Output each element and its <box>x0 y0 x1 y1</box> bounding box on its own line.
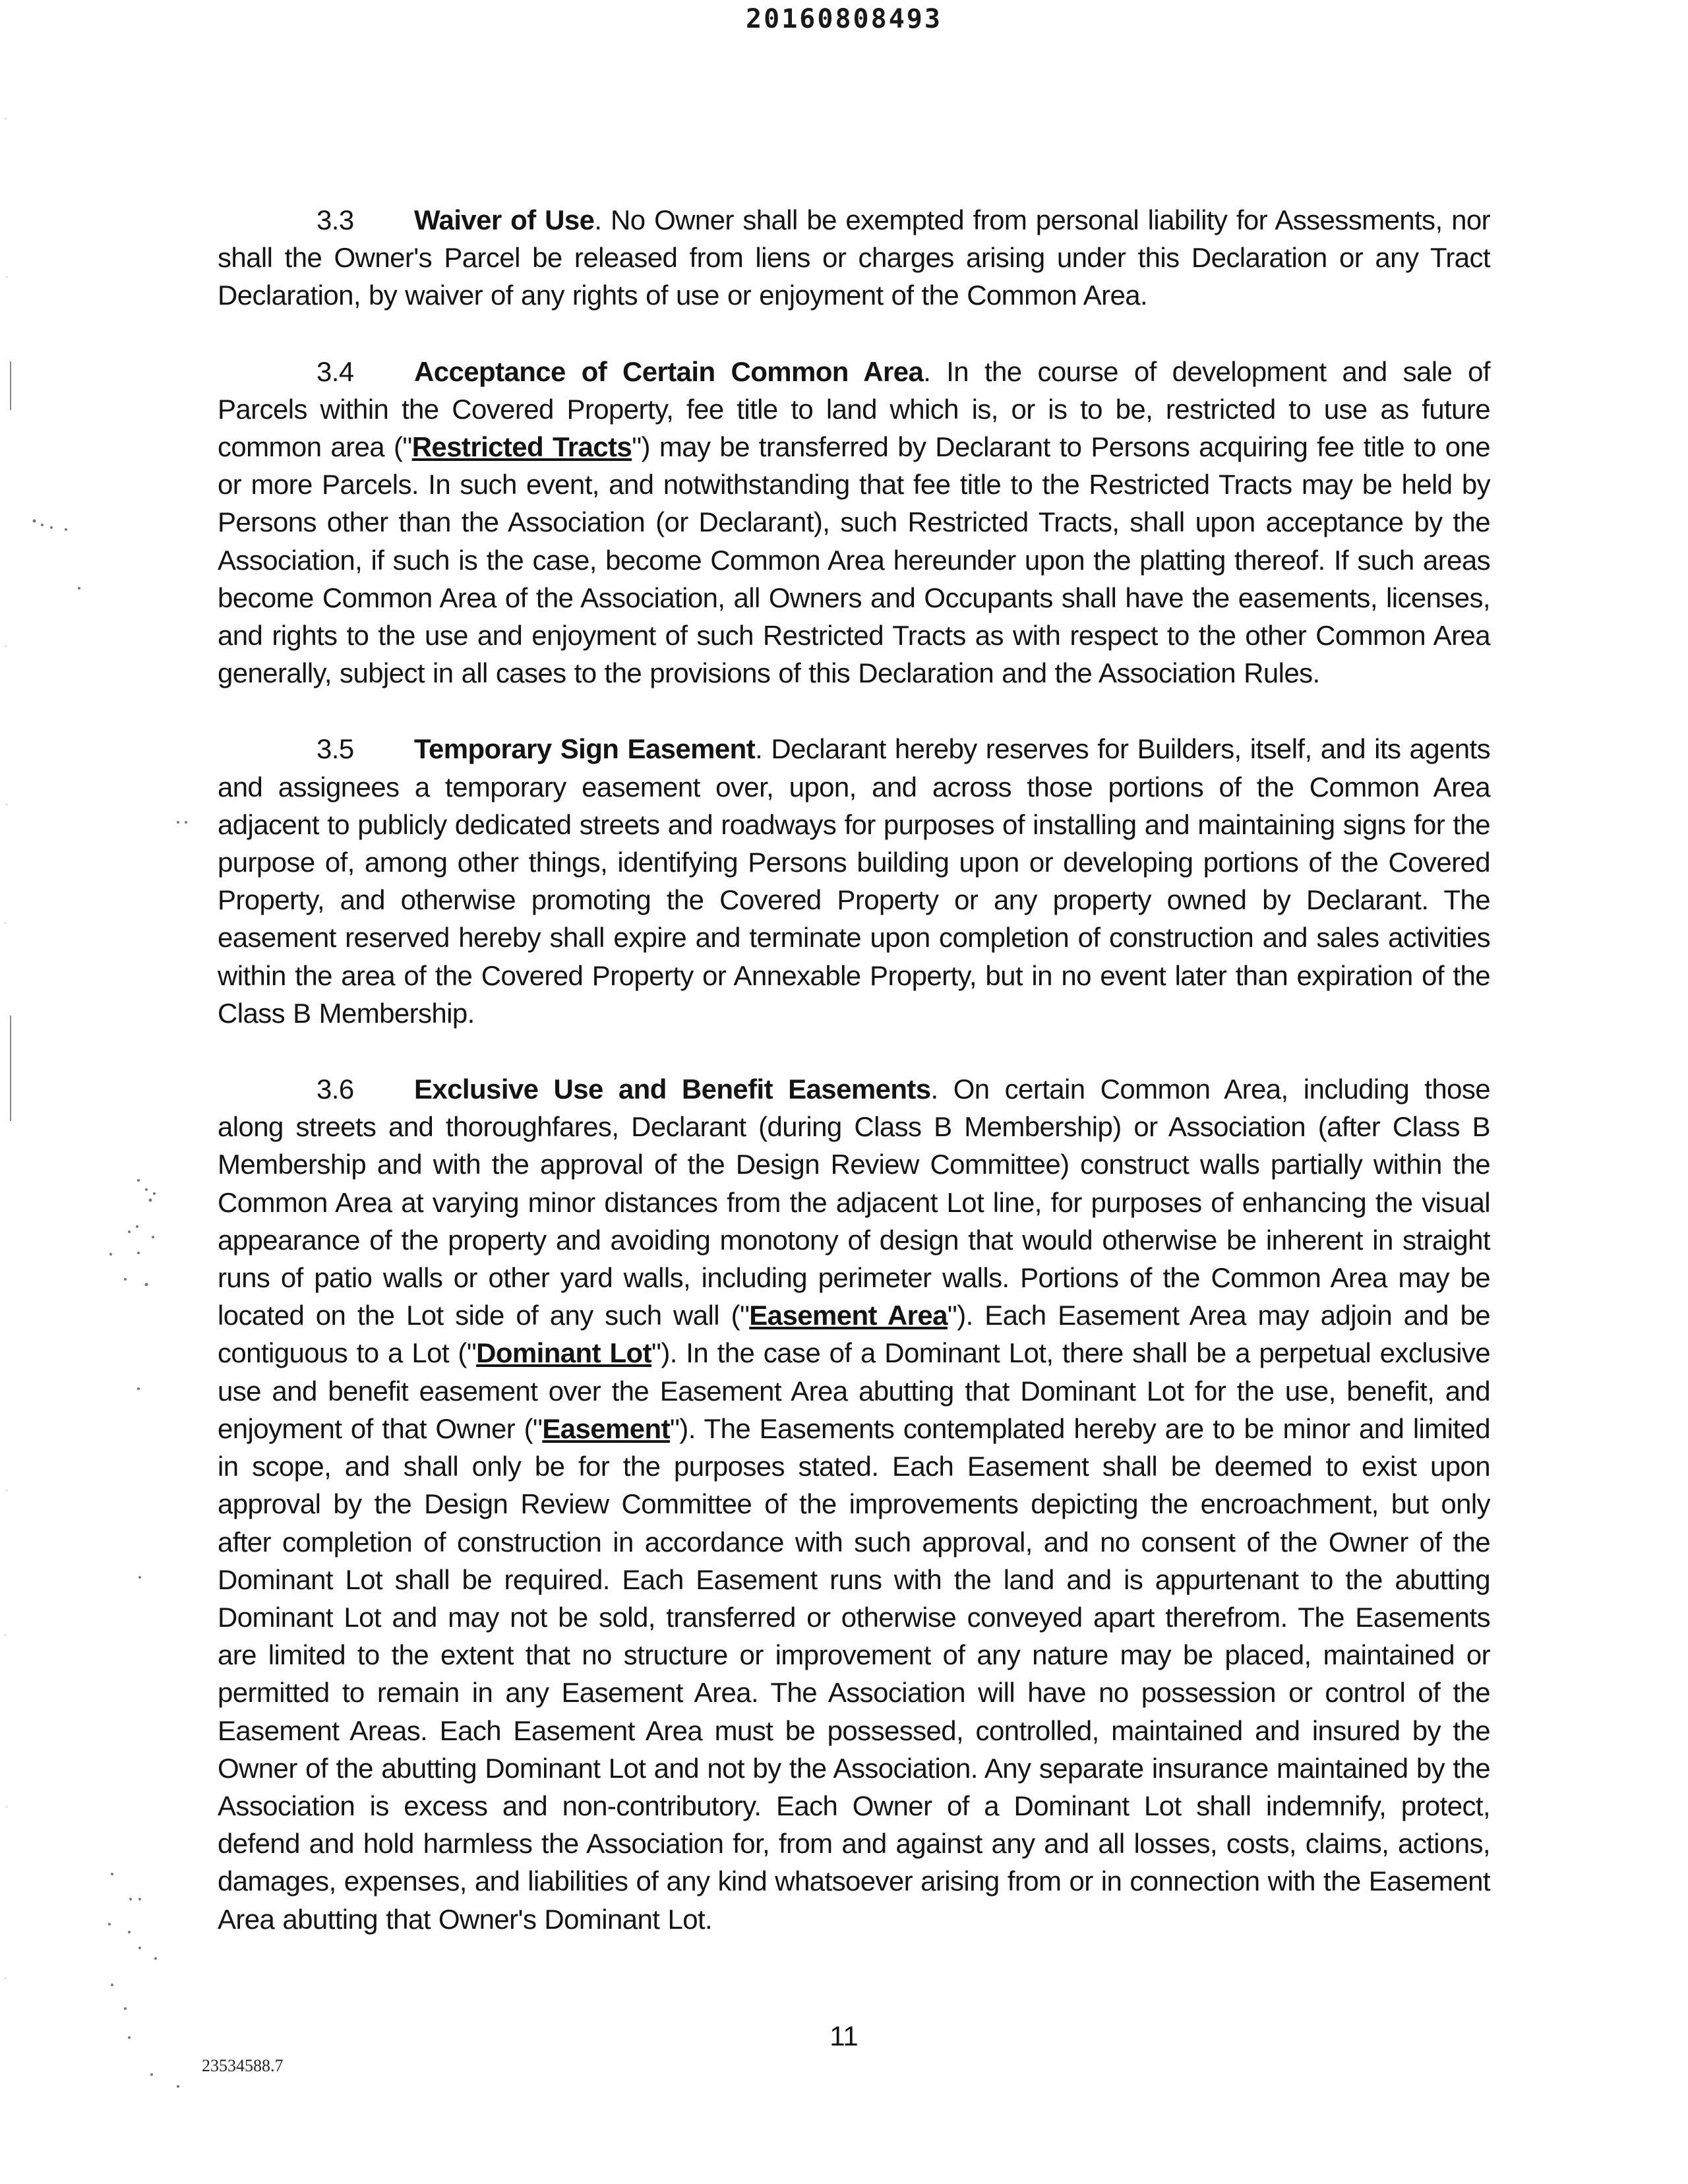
section-heading: Waiver of Use <box>414 204 595 235</box>
section-heading: Temporary Sign Easement <box>414 733 756 765</box>
section-number: 3.4 <box>316 355 354 387</box>
defined-term: Restricted Tracts <box>411 431 632 463</box>
document-id: 23534588.7 <box>202 2056 284 2075</box>
section-text: On certain Common Area, including those along streets and thoroughfares, Declarant (during Class B Membership) or Association (after Class B Membership and with the approval of the Design Review Committee) construct walls partially within the Common Area at varying minor distances from the adjacent Lot line, for purposes of enhancing the visual appearance of the property and avoiding monotony of design that would otherwise be inherent in straight runs of patio walls or other yard walls, including perimeter walls. Portions of the Common Area may be located on the Lot side of any such wall (" <box>218 1074 1490 1331</box>
section-paragraph: 3.4 Acceptance of Certain Common Area. In the course of development and sale of Parcels within the Covered Property, fee title to land which is, or is to be, restricted to use as future common area ("Restricted Tracts") may be transferred by Declarant to Persons acquiring fee title to one or more Parcels. In such event, and notwithstanding that fee title to the Restricted Tracts may be held by Persons other than the Association (or Declarant), such Restricted Tracts, shall upon acceptance by the Association, if such is the case, become Common Area hereunder upon the platting thereof. If such areas become Common Area of the Association, all Owners and Occupants shall have the easements, licenses, and rights to the use and enjoyment of such Restricted Tracts as with respect to the other Common Area generally, subject in all cases to the provisions of this Declaration and the Association Rules. <box>218 353 1490 692</box>
section-paragraph: 3.6 Exclusive Use and Benefit Easements. On certain Common Area, including those along streets and thoroughfares, Declarant (during Class B Membership) or Association (after Class B Membership and with the approval of the Design Review Committee) construct walls partially within the Common Area at varying minor distances from the adjacent Lot line, for purposes of enhancing the visual appearance of the property and avoiding monotony of design that would otherwise be inherent in straight runs of patio walls or other yard walls, including perimeter walls. Portions of the Common Area may be located on the Lot side of any such wall ("Easement Area"). Each Easement Area may adjoin and be contiguous to a Lot ("Dominant Lot"). In the case of a Dominant Lot, there shall be a perpetual exclusive use and benefit easement over the Easement Area abutting that Dominant Lot for the use, benefit, and enjoyment of that Owner ("Easement"). The Easements contemplated hereby are to be minor and limited in scope, and shall only be for the purposes stated. Each Easement shall be deemed to exist upon approval by the Design Review Committee of the improvements depicting the encroachment, but only after completion of construction in accordance with such approval, and no consent of the Owner of the Dominant Lot shall be required. Each Easement runs with the land and is appurtenant to the abutting Dominant Lot and may not be sold, transferred or otherwise conveyed apart therefrom. The Easements are limited to the extent that no structure or improvement of any nature may be placed, maintained or permitted to remain in any Easement Area. The Association will have no possession or control of the Easement Areas. Each Easement Area must be possessed, controlled, maintained and insured by the Owner of the abutting Dominant Lot and not by the Association. Any separate insurance maintained by the Association is excess and non-contributory. Each Owner of a Dominant Lot shall indemnify, protect, defend and hold harmless the Association for, from and against any and all losses, costs, claims, actions, damages, expenses, and liabilities of any kind whatsoever arising from or in connection with the Easement Area abutting that Owner's Dominant Lot. <box>218 1070 1490 1938</box>
defined-term: Easement <box>542 1412 670 1444</box>
section-number: 3.6 <box>316 1074 354 1105</box>
section-3-6 <box>218 1070 1490 1938</box>
section-text: "). In the case of a Dominant Lot, there shall be a perpetual exclusive use and benefit easement over the Easement Area abutting that Dominant Lot for the use, benefit, and enjoyment of that Owner (" <box>218 1337 1491 1444</box>
page-number: 11 <box>829 2020 859 2051</box>
scan-noise-marks <box>0 0 211 2184</box>
section-text: ") may be transferred by Declarant to Persons acquiring fee title to one or more Parcels. In such event, and notwithstanding that fee title to the Restricted Tracts may be held by Persons other than the Association (or Declarant), such Restricted Tracts, shall upon acceptance by the Association, if such is the case, become Common Area hereunder upon the platting thereof. If such areas become Common Area of the Association, all Owners and Occupants shall have the easements, licenses, and rights to the use and enjoyment of such Restricted Tracts as with respect to the other Common Area generally, subject in all cases to the provisions of this Declaration and the Association Rules. <box>218 431 1490 689</box>
defined-term: Dominant Lot <box>476 1337 652 1369</box>
section-text: In the course of development and sale of Parcels within the Covered Property, fee title to land which is, or is to be, restricted to use as future common area (" <box>218 355 1490 463</box>
document-body <box>218 201 1490 1976</box>
section-text: Declarant hereby reserves for Builders, itself, and its agents and assignees a temporary easement over, upon, and across those portions of the Common Area adjacent to publicly dedicated streets and roadways for purposes of installing and maintaining signs for the purpose of, among other things, identifying Persons building upon or developing portions of the Covered Property, and otherwise promoting the Covered Property or any property owned by Declarant. The easement reserved hereby shall expire and terminate upon completion of construction and sales activities within the area of the Covered Property or Annexable Property, but in no event later than expiration of the Class B Membership. <box>218 733 1490 1029</box>
section-3-4 <box>218 353 1490 692</box>
section-3-5 <box>218 730 1490 1032</box>
defined-term: Easement Area <box>749 1300 948 1331</box>
section-number: 3.5 <box>316 733 354 765</box>
section-3-3 <box>218 201 1490 315</box>
section-heading: Exclusive Use and Benefit Easements <box>414 1074 931 1105</box>
section-text: No Owner shall be exempted from personal liability for Assessments, nor shall the Owner's Parcel be released from liens or charges arising under this Declaration or any Tract Declaration, by waiver of any rights of use or enjoyment of the Common Area. <box>218 204 1490 311</box>
section-text: "). Each Easement Area may adjoin and be contiguous to a Lot (" <box>218 1300 1490 1369</box>
section-text: "). The Easements contemplated hereby are to be minor and limited in scope, and shall only be for the purposes stated. Each Easement shall be deemed to exist upon approval by the Design Review Committee of the improvements depicting the encroachment, but only after completion of construction in accordance with such approval, and no consent of the Owner of the Dominant Lot shall be required. Each Easement runs with the land and is appurtenant to the abutting Dominant Lot and may not be sold, transferred or otherwise conveyed apart therefrom. The Easements are limited to the extent that no structure or improvement of any nature may be placed, maintained or permitted to remain in any Easement Area. The Association will have no possession or control of the Easement Areas. Each Easement Area must be possessed, controlled, maintained and insured by the Owner of the abutting Dominant Lot and not by the Association. Any separate insurance maintained by the Association is excess and non-contributory. Each Owner of a Dominant Lot shall indemnify, protect, defend and hold harmless the Association for, from and against any and all losses, costs, claims, actions, damages, expenses, and liabilities of any kind whatsoever arising from or in connection with the Easement Area abutting that Owner's Dominant Lot. <box>218 1412 1490 1935</box>
section-number: 3.3 <box>316 204 354 235</box>
section-paragraph: 3.5 Temporary Sign Easement. Declarant hereby reserves for Builders, itself, and its agents and assignees a temporary easement over, upon, and across those portions of the Common Area adjacent to publicly dedicated streets and roadways for purposes of installing and maintaining signs for the purpose of, among other things, identifying Persons building upon or developing portions of the Covered Property, and otherwise promoting the Covered Property or any property owned by Declarant. The easement reserved hereby shall expire and terminate upon completion of construction and sales activities within the area of the Covered Property or Annexable Property, but in no event later than expiration of the Class B Membership. <box>218 730 1490 1032</box>
section-heading: Acceptance of Certain Common Area <box>414 355 924 387</box>
recording-number: 20160808493 <box>746 4 942 34</box>
section-paragraph: 3.3 Waiver of Use. No Owner shall be exempted from personal liability for Assessments, nor shall the Owner's Parcel be released from liens or charges arising under this Declaration or any Tract Declaration, by waiver of any rights of use or enjoyment of the Common Area. <box>218 201 1490 315</box>
